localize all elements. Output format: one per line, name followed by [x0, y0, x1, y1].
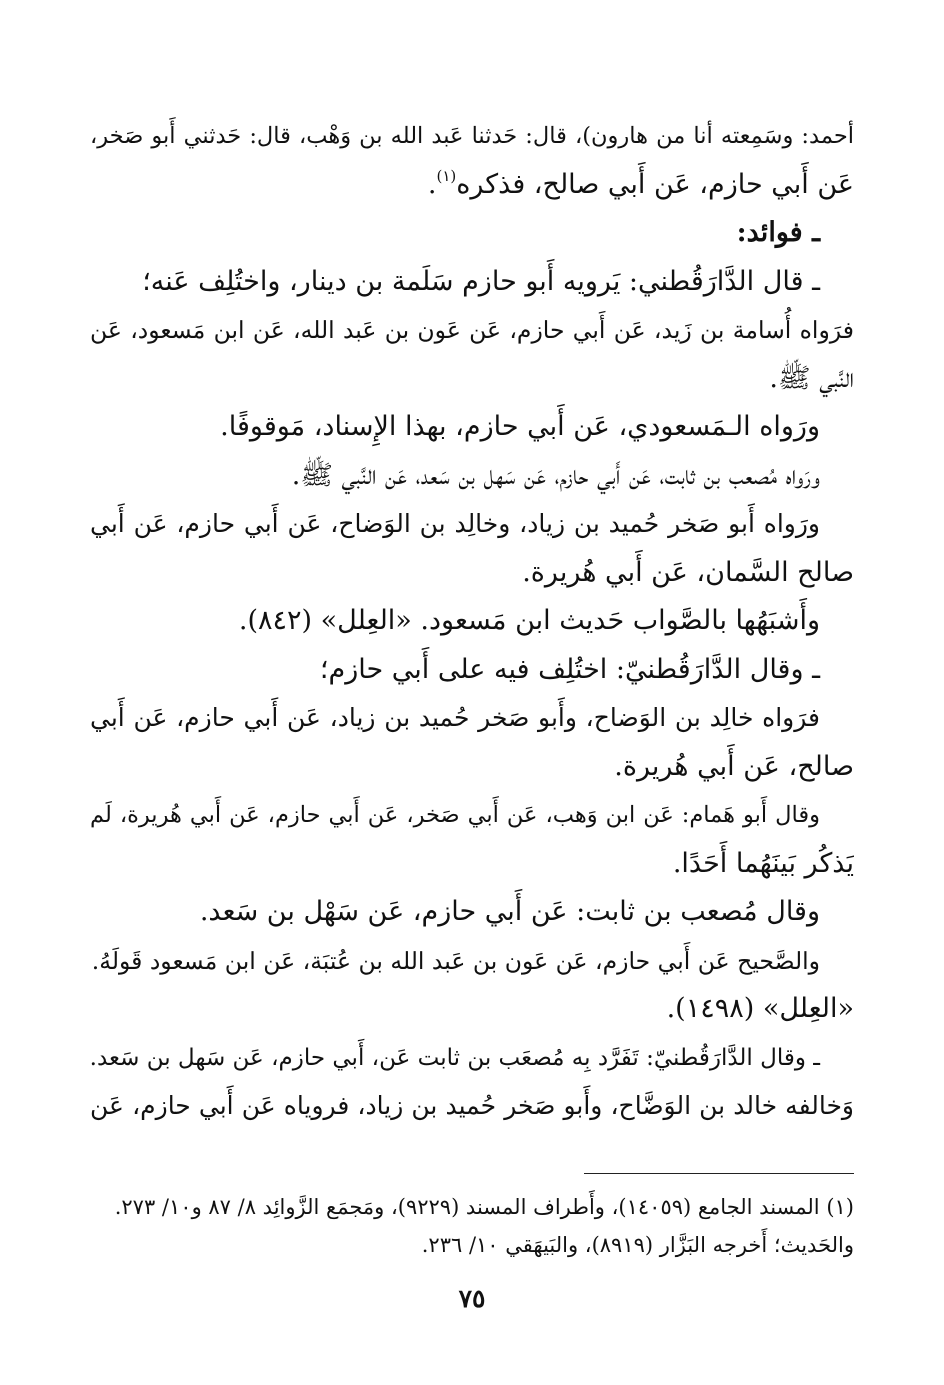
- text-line: ـ قال الدَّارَقُطني: يَرويه أَبو حازم سَلَمة بن دينار، واختُلِف عَنه؛: [142, 265, 820, 297]
- text-line-content: عَن أَبي حازم، عَن أَبي صالح، فذكره: [456, 168, 854, 200]
- text-line: وقال أَبو هَمام: عَن ابن وَهب، عَن أَبي صَخر، عَن أَبي حازم، عَن أَبي هُريرة، لَم: [90, 802, 820, 828]
- line-period: .: [427, 168, 437, 200]
- footnotes: [110, 1188, 854, 1264]
- text-line: «العِلل» (١٤٩٨).: [666, 993, 854, 1024]
- text-line: يَذكُر بَينَهُما أَحَدًا.: [672, 847, 854, 879]
- text-line: وَخالفه خالد بن الوَضَّاح، وأَبو صَخر حُميد بن زياد، فروياه عَن أَبي حازم، عَن: [90, 1091, 854, 1120]
- text-line: فرَواه خالِد بن الوَضاح، وأَبو صَخر حُميد بن زياد، عَن أَبي حازم، عَن أَبي: [90, 703, 820, 732]
- text-line: ـ وقال الدَّارَقُطنيّ: تَفَرَّد بِه مُصعَب بن ثابت عَن، أَبي حازم، عَن سَهل بن سَعد.: [90, 1044, 820, 1071]
- main-text: [90, 112, 854, 1131]
- text-line: صالح السَّمان، عَن أَبي هُريرة.: [522, 556, 854, 588]
- text-line: ورَواه مُصعب بن ثابت، عَن أَبي حازم، عَن سَهل بن سَعد، عَن النَّبي ﷺ.: [291, 459, 820, 491]
- text-line: ورَواه أَبو صَخر حُميد بن زياد، وخالِد بن الوَضاح، عَن أَبي حازم، عَن أَبي: [90, 509, 820, 538]
- text-line: ورَواه الـمَسعودي، عَن أَبي حازم، بهذا الإِسناد، مَوقوفًا.: [220, 411, 820, 442]
- footnote-line: والحَديث؛ أَخرجه البَزَّار (٨٩١٩)، والبَيهَقي ١٠/ ٢٣٦.: [421, 1233, 854, 1257]
- text-line: فرَواه أُسامة بن زَيد، عَن أَبي حازم، عَن عَون بن عَبد الله، عَن ابن مَسعود، عَن: [90, 316, 854, 344]
- footnote-divider: [584, 1173, 854, 1174]
- text-line: ـ وقال الدَّارَقُطنيّ: اختُلِف فيه على أَبي حازم؛: [319, 653, 820, 685]
- text-line: أحمد: وسَمِعته أنا من هارون)، قال: حَدثنا عَبد الله بن وَهْب، قال: حَدثني أَبو صَخر،: [90, 123, 854, 149]
- text-line: وأَشبَهُها بالصَّواب حَديث ابن مَسعود. «العِلل» (٨٤٢).: [238, 605, 820, 636]
- footnote-line: (١) المسند الجامع (١٤٠٥٩)، وأَطراف المسند (٩٢٢٩)، ومَجمَع الزَّوائِد ٨/ ٨٧ و١٠/ ٢٧٣.: [114, 1195, 854, 1219]
- text-line: صالح، عَن أَبي هُريرة.: [614, 750, 854, 782]
- section-heading: ـ فوائد:: [736, 217, 820, 248]
- text-line: النَّبي ﷺ.: [769, 362, 854, 394]
- text-line: وقال مُصعب بن ثابت: عَن أَبي حازم، عَن سَهْل بن سَعد.: [199, 896, 820, 927]
- page-number: ٧٥: [458, 1284, 486, 1313]
- text-line: [90, 161, 854, 210]
- footnote-marker: (١): [436, 166, 457, 185]
- text-line: والصَّحيح عَن أَبي حازم، عَن عَون بن عَبد الله بن عُتبَة، عَن ابن مَسعود قَولَهُ.: [91, 946, 820, 975]
